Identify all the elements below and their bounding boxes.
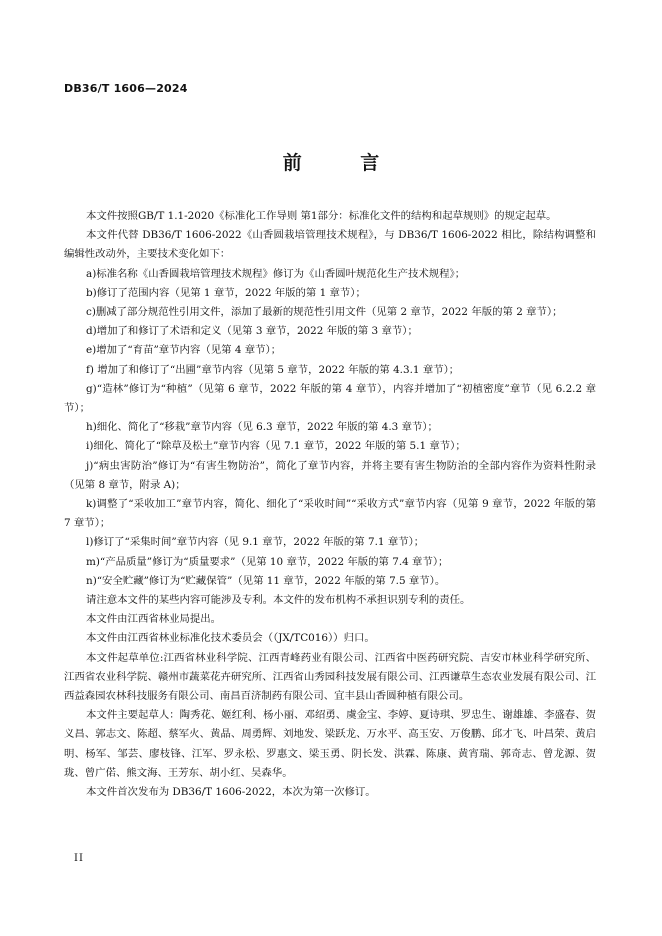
list-item: h)细化、简化了“移栽”章节内容（见 6.3 章节，2022 年版的第 4.3 章节）； [86,421,438,434]
list-item: l)修订了“采集时间”章节内容（见 9.1 章节，2022 年版的第 7.1 章节）； [86,536,425,549]
document-code: DB36/T 1606—2024 [64,82,188,95]
list-item: d)增加了和修订了术语和定义（见第 3 章节，2022 年版的第 3 章节）； [86,325,418,338]
paragraph: 本文件由江西省林业局提出。 [86,613,222,626]
paragraph: 本文件起草单位:江西省林业科学院、江西青峰药业有限公司、江西省中医药研究院、吉安市林业科学研究所、江西省农业科学院、赣州市蔬菜花卉研究所、江西省山秀园科技发展有限公司、江西谦草生态农业发展有限公司、江西益森园农林科技服务有限公司、南昌百济制药有限公司、宜丰县山香圆种植有限公司。 [64,651,596,703]
paragraph: 本文件按照GB/T 1.1-2020《标准化工作导则 第1部分：标准化文件的结构和起草规则》的规定起草。 [86,210,557,222]
page-number: II [74,853,84,864]
list-item: i)细化、简化了“除草及松土”章节内容（见 7.1 章节，2022 年版的第 5.1 章节）； [86,440,466,453]
list-item: a)标准名称《山香圆栽培管理技术规程》修订为《山香圆叶规范化生产技术规程》； [86,267,466,280]
paragraph: 本文件由江西省林业标准化技术委员会（（JX/TC016））归口。 [86,632,375,645]
paragraph: 本文件首次发布为 DB36/T 1606-2022，本次为第一次修订。 [86,786,376,799]
list-item: j)“病虫害防治”修订为“有害生物防治”，简化了章节内容，并将主要有害生物防治的全部内容作为资料性附录（见第 8 章节，附录 A)； [64,459,596,491]
paragraph: 请注意本文件的某些内容可能涉及专利。本文件的发布机构不承担识别专利的责任。 [86,594,471,607]
paragraph: 本文件主要起草人：陶秀花、姬红利、杨小丽、邓绍勇、虞金宝、李婷、夏诗琪、罗忠生、谢雄雄、李盛春、贺义昌、郭志文、陈超、蔡军火、黄晶、周勇辉、刘地发、梁跃龙、万水平、高玉安、万俊鹏、邱才飞、叶昌荣、黄启明、杨军、邹芸、廖枝锋、江军、罗永松、罗惠文、梁玉勇、阴长发、洪霖、陈康、黄宵瑞、郭奇志、曾龙源、贺珑、曾广偌、熊文海、王芳东、胡小红、吴森华。 [64,709,596,779]
list-item: g)“造林”修订为“种植”（见第 6 章节，2022 年版的第 4 章节），内容并增加了“初植密度”章节（见 6.2.2 章节）； [64,382,596,415]
list-item: k)调整了“采收加工”章节内容，简化、细化了“采收时间”“采收方式”章节内容（见第 9 章节，2022 年版的第 7 章节）； [64,498,596,530]
list-item: n)“安全贮藏”修订为“贮藏保管”（见第 11 章节，2022 年版的第 7.5 章节）。 [86,574,446,587]
list-item: f) 增加了和修订了“出圃”章节内容（见第 5 章节，2022 年版的第 4.3.1 章节）； [86,363,460,376]
page-title: 前 言 [282,152,406,174]
paragraph: 本文件代替 DB36/T 1606-2022《山香圆栽培管理技术规程》，与 DB36/T 1606-2022 相比，除结构调整和编辑性改动外，主要技术变化如下： [64,229,596,261]
foreword-body [64,207,596,802]
list-item: e)增加了“育苗”章节内容（见第 4 章节）； [86,344,282,357]
list-item: m)“产品质量”修订为“质量要求”（见第 10 章节，2022 年版的第 7.4 章节）； [86,555,449,568]
list-item: c)删减了部分规范性引用文件，添加了最新的规范性引用文件（见第 2 章节，2022 年版的第 2 章节）； [86,306,563,319]
list-item: b)修订了范围内容（见第 1 章节，2022 年版的第 1 章节）； [86,286,366,299]
